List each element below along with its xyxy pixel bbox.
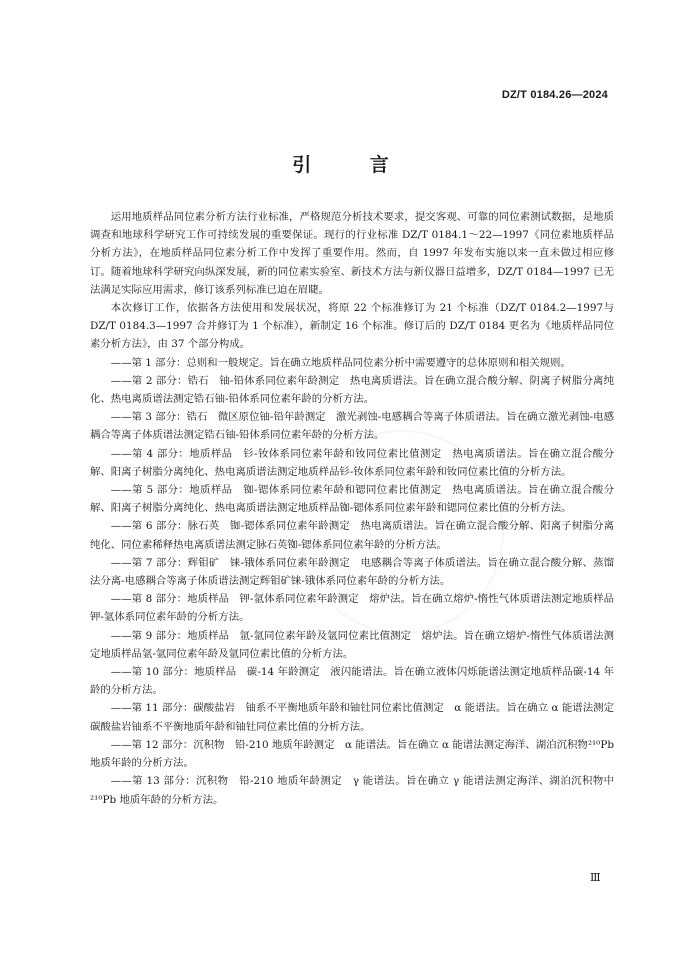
part-item: ——第 8 部分：地质样品 钾-氩体系同位素年龄测定 熔炉法。旨在确立熔炉-惰性气体质谱法测定地质样品钾-氩体系同位素年龄的分析方法。	[90, 593, 614, 624]
part-item: ——第 10 部分：地质样品 碳-14 年龄测定 液闪能谱法。旨在确立液体闪烁能谱法测定地质样品碳-14 年龄的分析方法。	[90, 666, 614, 697]
part-item: ——第 7 部分：辉钼矿 铼-锇体系同位素年龄测定 电感耦合等离子体质谱法。旨在确立混合酸分解、蒸馏法分离-电感耦合等离子体质谱法测定辉钼矿铼-锇体系同位素年龄的分析方法。	[90, 556, 614, 588]
intro-paragraph: 本次修订工作，依据各方法使用和发展状况，将原 22 个标准修订为 21 个标准（DZ/T 0184.2—1997与 DZ/T 0184.3—1997 合并修订为 1 个标准），新制定 16 个标准。修订后的 DZ/T 0184 更名为《地质样品同位素分析方法》，由 37 个部分构成。	[90, 302, 614, 351]
part-item: ——第 5 部分：地质样品 铷-锶体系同位素年龄和锶同位素比值测定 热电离质谱法。旨在确立混合酸分解、阳离子树脂分离纯化、热电离质谱法测定地质样品铷-锶体系同位素年龄和锶同位素比值的分析方法。	[90, 484, 614, 515]
introduction-body	[90, 208, 614, 809]
part-item: ——第 1 部分：总则和一般规定。旨在确立地质样品同位素分析中需要遵守的总体原则和相关规则。	[110, 356, 571, 369]
part-item: ——第 11 部分：碳酸盐岩 铀系不平衡地质年龄和铀钍同位素比值测定 α 能谱法。旨在确立 α 能谱法测定碳酸盐岩铀系不平衡地质年龄和铀钍同位素比值的分析方法。	[90, 702, 614, 733]
page-title	[0, 150, 681, 177]
title-text: 引 言	[292, 154, 415, 176]
part-item: ——第 9 部分：地质样品 氩-氩同位素年龄及氩同位素比值测定 熔炉法。旨在确立熔炉-惰性气体质谱法测定地质样品氩-氩同位素年龄及氩同位素比值的分析方法。	[90, 629, 614, 660]
page-number: Ⅲ	[590, 872, 601, 884]
part-item: ——第 4 部分：地质样品 钐-钕体系同位素年龄和钕同位素比值测定 热电离质谱法。旨在确立混合酸分解、阳离子树脂分离纯化、热电离质谱法测定地质样品钐-钕体系同位素年龄和钕同位素比值的分析方法。	[90, 447, 614, 478]
part-item: ——第 3 部分：锆石 微区原位铀-铅年龄测定 激光剥蚀-电感耦合等离子体质谱法。旨在确立激光剥蚀-电感耦合等离子体质谱法测定锆石铀-铅体系同位素年龄的分析方法。	[90, 411, 614, 442]
parts-list	[90, 354, 614, 809]
intro-paragraph: 运用地质样品同位素分析方法行业标准，严格规范分析技术要求，提交客观、可靠的同位素测试数据，是地质调查和地球科学研究工作可持续发展的重要保证。现行的行业标准 DZ/T 0184.1～22—1997《同位素地质样品分析方法》，在地质样品同位素分析工作中发挥了重要作用。然而，自 1997 年发布实施以来一直未做过相应修订。随着地球科学研究向纵深发展，新的同位素实验室、新技术方法与新仪器日益增多，DZ/T 0184—1997 已无法满足实际应用需求，修订该系列标准已迫在眉睫。	[90, 211, 614, 296]
part-item: ——第 13 部分：沉积物 铅-210 地质年龄测定 γ 能谱法。旨在确立 γ 能谱法测定海洋、湖泊沉积物中²¹⁰Pb 地质年龄的分析方法。	[90, 775, 614, 806]
standard-code: DZ/T 0184.26—2024	[501, 89, 608, 101]
part-item: ——第 6 部分：脉石英 铷-锶体系同位素年龄测定 热电离质谱法。旨在确立混合酸分解、阳离子树脂分离纯化、同位素稀释热电离质谱法测定脉石英铷-锶体系同位素年龄的分析方法。	[90, 520, 614, 551]
part-item: ——第 2 部分：锆石 铀-铅体系同位素年龄测定 热电离质谱法。旨在确立混合酸分解、阴离子树脂分离纯化、热电离质谱法测定锆石铀-铅体系同位素年龄的分析方法。	[90, 374, 614, 406]
part-item: ——第 12 部分：沉积物 铅-210 地质年龄测定 α 能谱法。旨在确立 α 能谱法测定海洋、湖泊沉积物²¹⁰Pb 地质年龄的分析方法。	[90, 738, 614, 770]
